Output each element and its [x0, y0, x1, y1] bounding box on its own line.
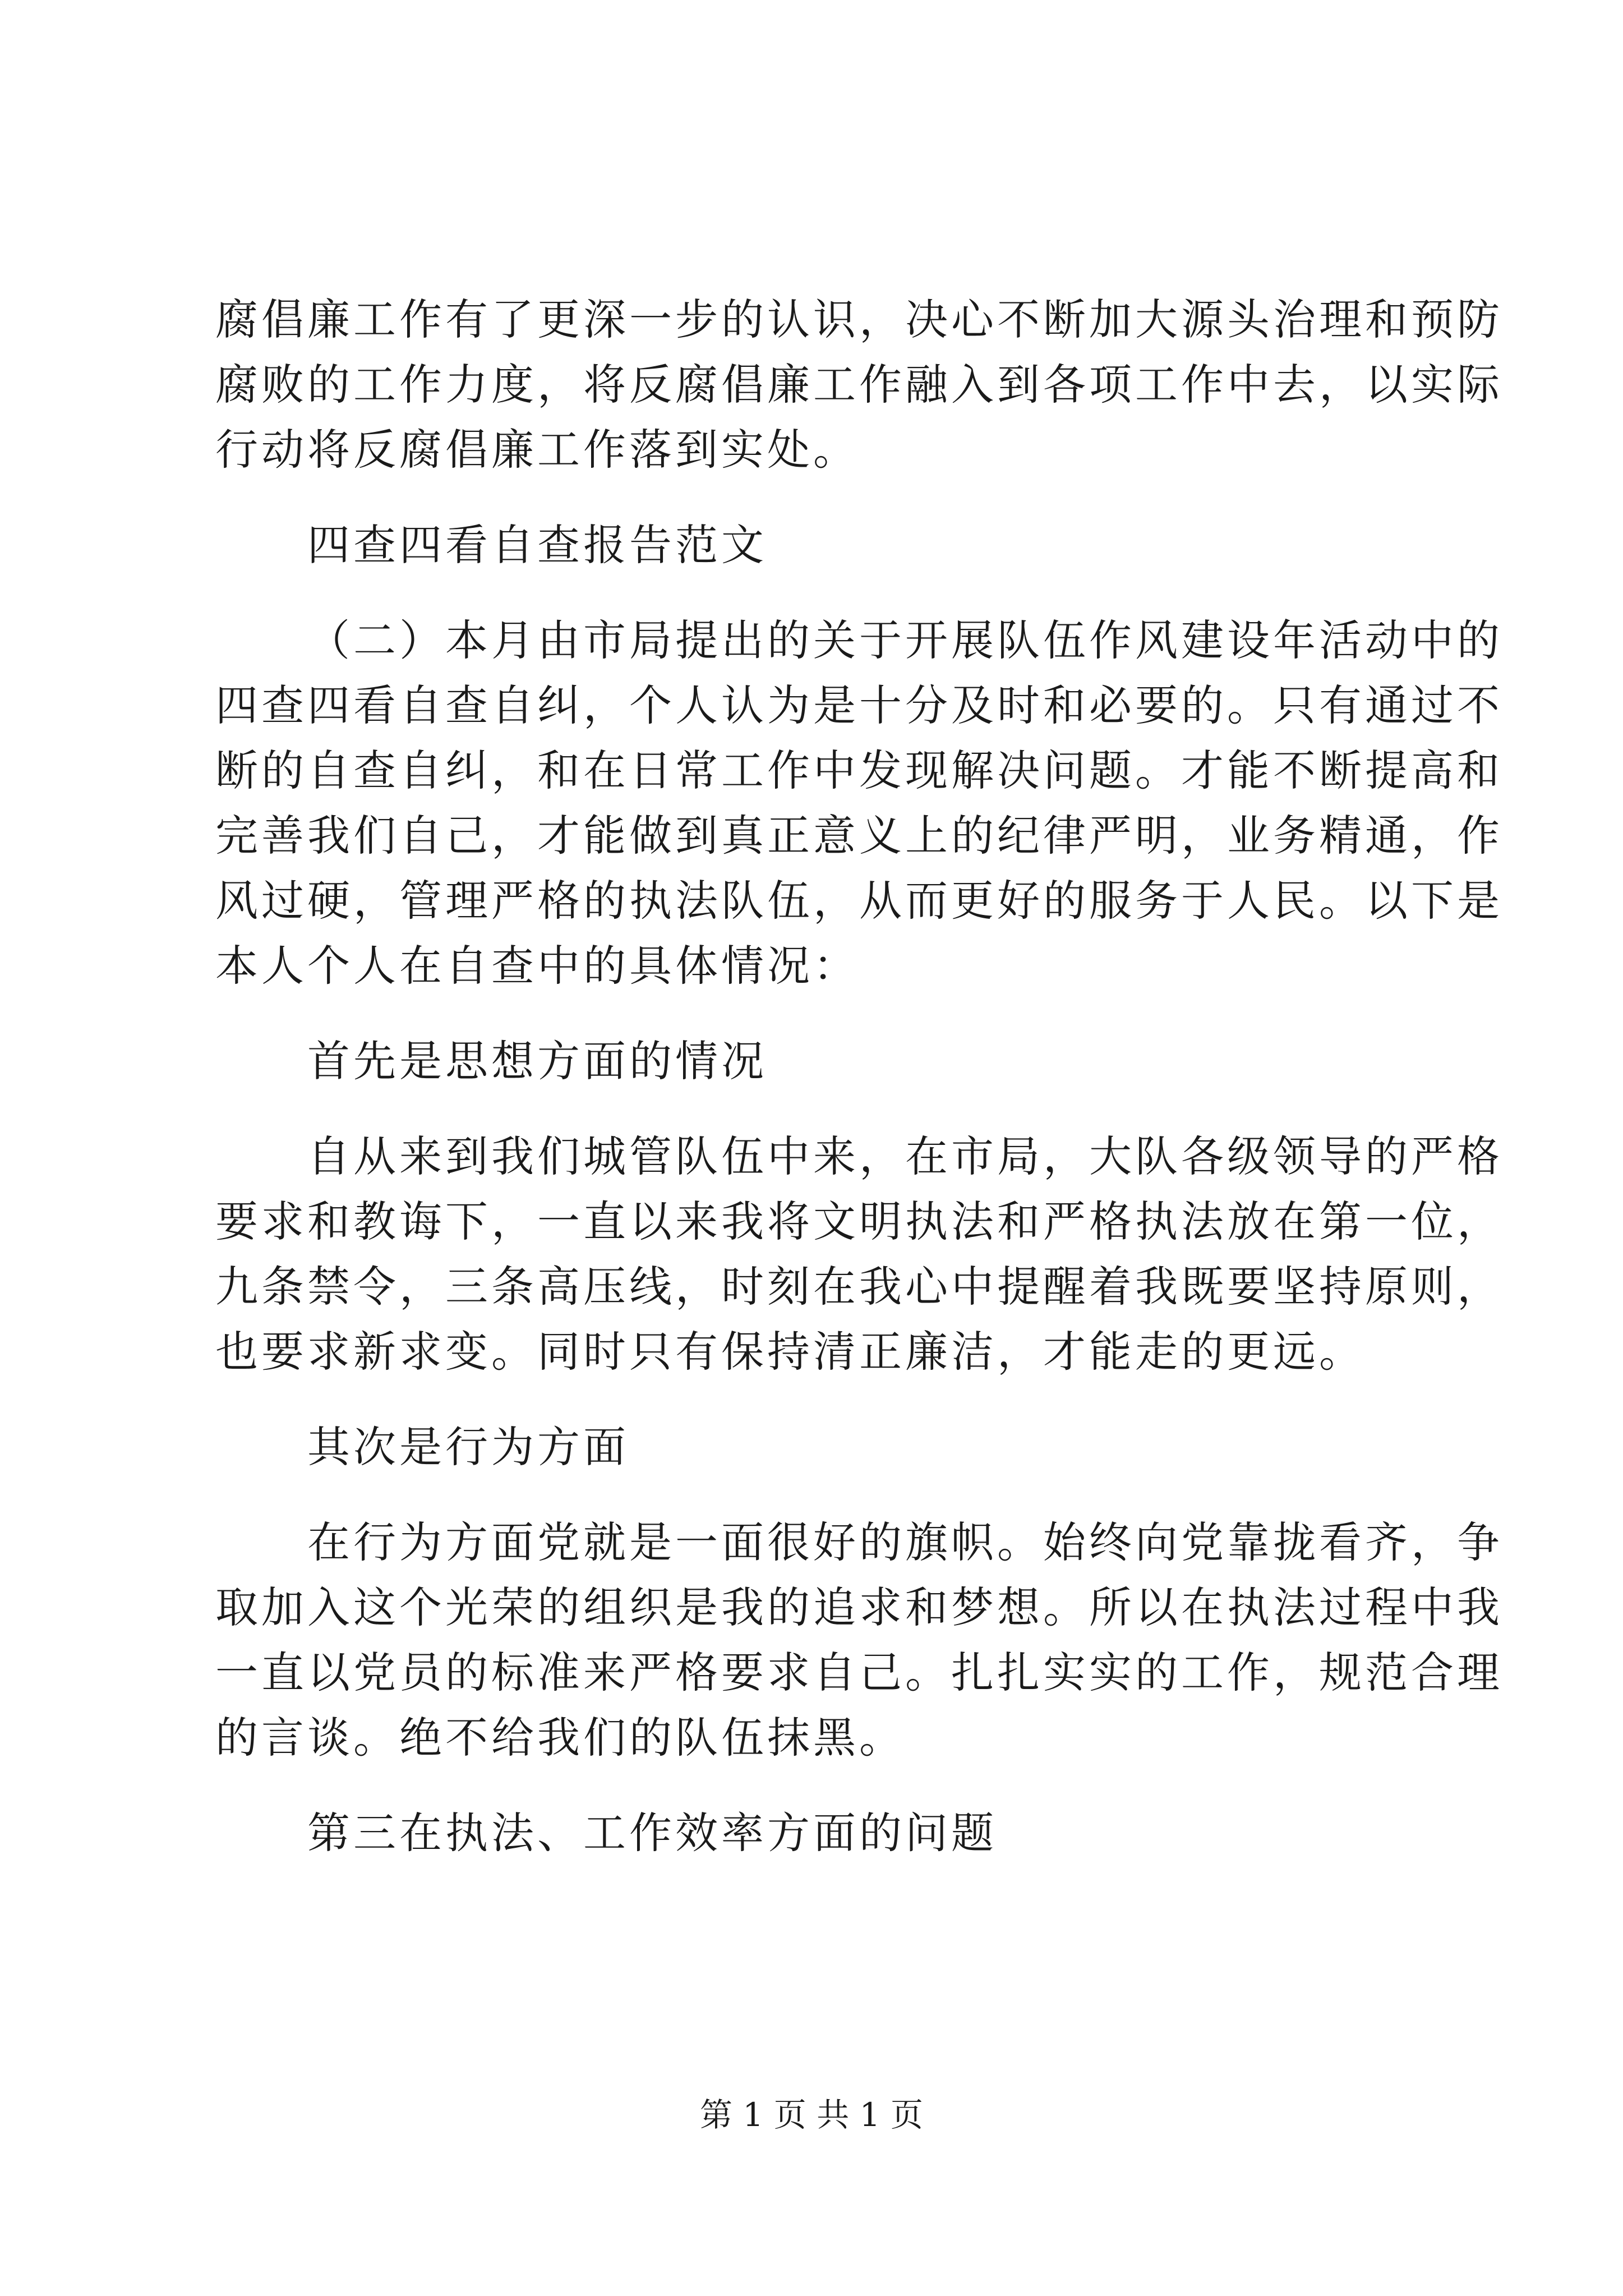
document-body [215, 287, 1503, 1866]
text-line: 自从来到我们城管队伍中来，在市局，大队各级领导的严格 [307, 1131, 1503, 1181]
text-line: 完善我们自己，才能做到真正意义上的纪律严明，业务精通，作 [215, 811, 1503, 861]
text-line: 也要求新求变。同时只有保持清正廉洁，才能走的更远。 [215, 1327, 1365, 1377]
text-line: 在行为方面党就是一面很好的旗帜。始终向党靠拢看齐，争 [307, 1517, 1503, 1567]
section-heading: 第三在执法、工作效率方面的问题 [307, 1808, 997, 1858]
page-footer: 第 1 页 共 1 页 [700, 2096, 923, 2134]
text-line: 行动将反腐倡廉工作落到实处。 [215, 425, 859, 475]
section-heading: 其次是行为方面 [307, 1422, 629, 1472]
text-line: 一直以党员的标准来严格要求自己。扎扎实实的工作，规范合理 [215, 1648, 1503, 1697]
text-line: 腐倡廉工作有了更深一步的认识，决心不断加大源头治理和预防 [215, 295, 1503, 344]
text-line: （二）本月由市局提出的关于开展队伍作风建设年活动中的 [307, 615, 1503, 665]
text-line: 的言谈。绝不给我们的队伍抹黑。 [215, 1713, 905, 1763]
text-line: 九条禁令，三条高压线，时刻在我心中提醒着我既要坚持原则， [215, 1262, 1503, 1312]
text-line: 要求和教诲下，一直以来我将文明执法和严格执法放在第一位， [215, 1197, 1503, 1246]
section-heading: 四查四看自查报告范文 [307, 520, 767, 570]
text-line: 取加入这个光荣的组织是我的追求和梦想。所以在执法过程中我 [215, 1582, 1503, 1632]
section-heading: 首先是思想方面的情况 [307, 1036, 767, 1086]
text-line: 腐败的工作力度，将反腐倡廉工作融入到各项工作中去，以实际 [215, 360, 1503, 409]
text-line: 本人个人在自查中的具体情况： [215, 941, 859, 991]
text-line: 四查四看自查自纠，个人认为是十分及时和必要的。只有通过不 [215, 680, 1503, 730]
text-line: 风过硬，管理严格的执法队伍，从而更好的服务于人民。以下是 [215, 876, 1503, 926]
text-line: 断的自查自纠，和在日常工作中发现解决问题。才能不断提高和 [215, 746, 1503, 795]
